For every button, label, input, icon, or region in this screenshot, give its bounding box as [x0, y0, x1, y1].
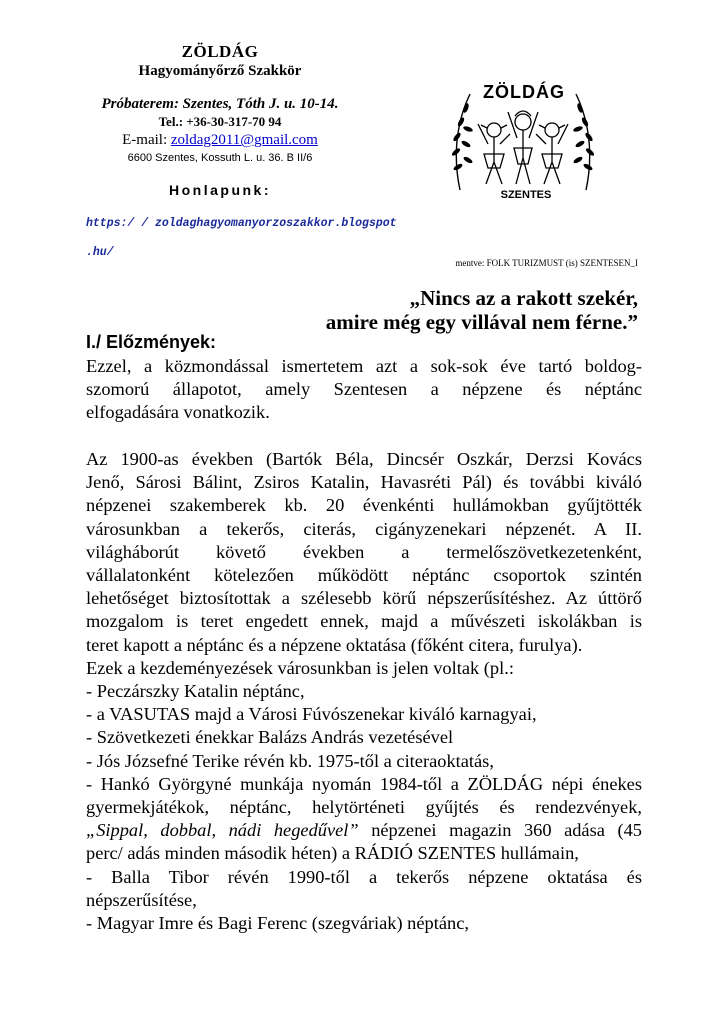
text-line: Ezek a kezdeményezések városunkban is jelen voltak (pl.: [86, 657, 514, 678]
text-line: mozgalom is teret engedett ennek, majd a művészeti iskolákban is [86, 611, 642, 632]
website-label: Honlapunk: [169, 182, 271, 198]
text-line: népszerűsítése, [86, 889, 197, 910]
rehearsal-address: Próbaterem: Szentes, Tóth J. u. 10-14. [101, 96, 339, 112]
saved-note: mentve: FOLK TURIZMUST (is) SZENTESEN_I [455, 258, 638, 268]
list-item: - Szövetkezeti énekkar Balázs András vezetésével [86, 727, 454, 748]
text-line: perc/ adás minden második héten) a RÁDIÓ SZENTES hullámain, [86, 843, 579, 864]
text-line: Az 1900-as években (Bartók Béla, Dincsér Oszkár, Derzsi Kovács [86, 449, 642, 469]
text-line: népzenei szakemberek kb. 20 évenkénti hullámokban gyűjtötték [86, 495, 642, 516]
org-subtitle: Hagyományőrző Szakkör [138, 63, 302, 79]
list-item: - Hankó Györgyné munkája nyomán 1984-től a ZÖLDÁG népi énekes [86, 773, 642, 794]
email-line [86, 132, 354, 149]
text-line: Ezzel, a közmondással ismertetem azt a sok-sok éve tartó boldog- [86, 356, 642, 376]
email-label: E-mail: [122, 132, 171, 148]
postal-address: 6600 Szentes, Kossuth L. u. 36. B II/6 [127, 152, 313, 164]
radio-desc: népzenei magazin 360 adása (45 [358, 820, 642, 841]
text-line: elfogadására vonatkozik. [86, 402, 270, 423]
text-line: teret kapott a néptánc és a népzene oktatása (főként citera, furulya). [86, 634, 583, 655]
text-line: szomorú állapotot, amely Szentesen a népzene és néptánc [86, 379, 642, 400]
phone-number: Tel.: +36-30-317-70 94 [158, 114, 282, 129]
text-line: városunkban a tekerős, citerás, cigányzenekari népzenét. A II. [86, 518, 642, 539]
radio-title: „Sippal, dobbal, nádi hegedűvel” [86, 820, 359, 841]
text-line: lehetőséget biztosítottak a szélesebb körű népszerűsítéshez. Az úttörő [86, 588, 642, 609]
paragraph-intro [86, 355, 642, 425]
paragraph-history [86, 448, 642, 935]
list-item: - a VASUTAS majd a Városi Fúvószenekar kiváló karnagyai, [86, 704, 537, 725]
list-item: - Magyar Imre és Bagi Ferenc (szegváriak) néptánc, [86, 913, 469, 934]
quote-line2: amire még egy villával nem férne.” [325, 310, 638, 334]
text-line: vállalatonként kötelezően működött néptánc csoportok szintén [86, 565, 642, 586]
list-item: - Balla Tibor révén 1990-től a tekerős népzene oktatása és [86, 866, 642, 887]
section-heading: I./ Előzmények: [86, 332, 217, 352]
logo-title: ZÖLDÁG [483, 82, 565, 102]
list-item: - Peczárszky Katalin néptánc, [86, 681, 305, 702]
zoldag-logo [448, 72, 598, 202]
text-line: gyermekjátékok, néptánc, helytörténeti gyűjtés és rendezvények, [86, 797, 642, 818]
website-url-line2[interactable]: .hu/ [86, 246, 114, 259]
email-link[interactable]: zoldag2011@gmail.com [170, 132, 318, 148]
text-line: Jenő, Sárosi Bálint, Zsiros Katalin, Havasréti Pál) és további kiváló [86, 472, 642, 493]
website-url-line1[interactable]: https:/ / zoldaghagyomanyorzoszakkor.blogspot [86, 217, 397, 230]
list-item: - Jós Józsefné Terike révén kb. 1975-től a citeraoktatás, [86, 750, 494, 771]
logo-caption: SZENTES [500, 189, 552, 201]
text-line [86, 819, 642, 842]
org-name: ZÖLDÁG [181, 42, 259, 61]
quote-line1: „Nincs az a rakott szekér, [409, 286, 638, 310]
text-line: világháborút követő években a termelőszövetkezetenként, [86, 541, 642, 562]
